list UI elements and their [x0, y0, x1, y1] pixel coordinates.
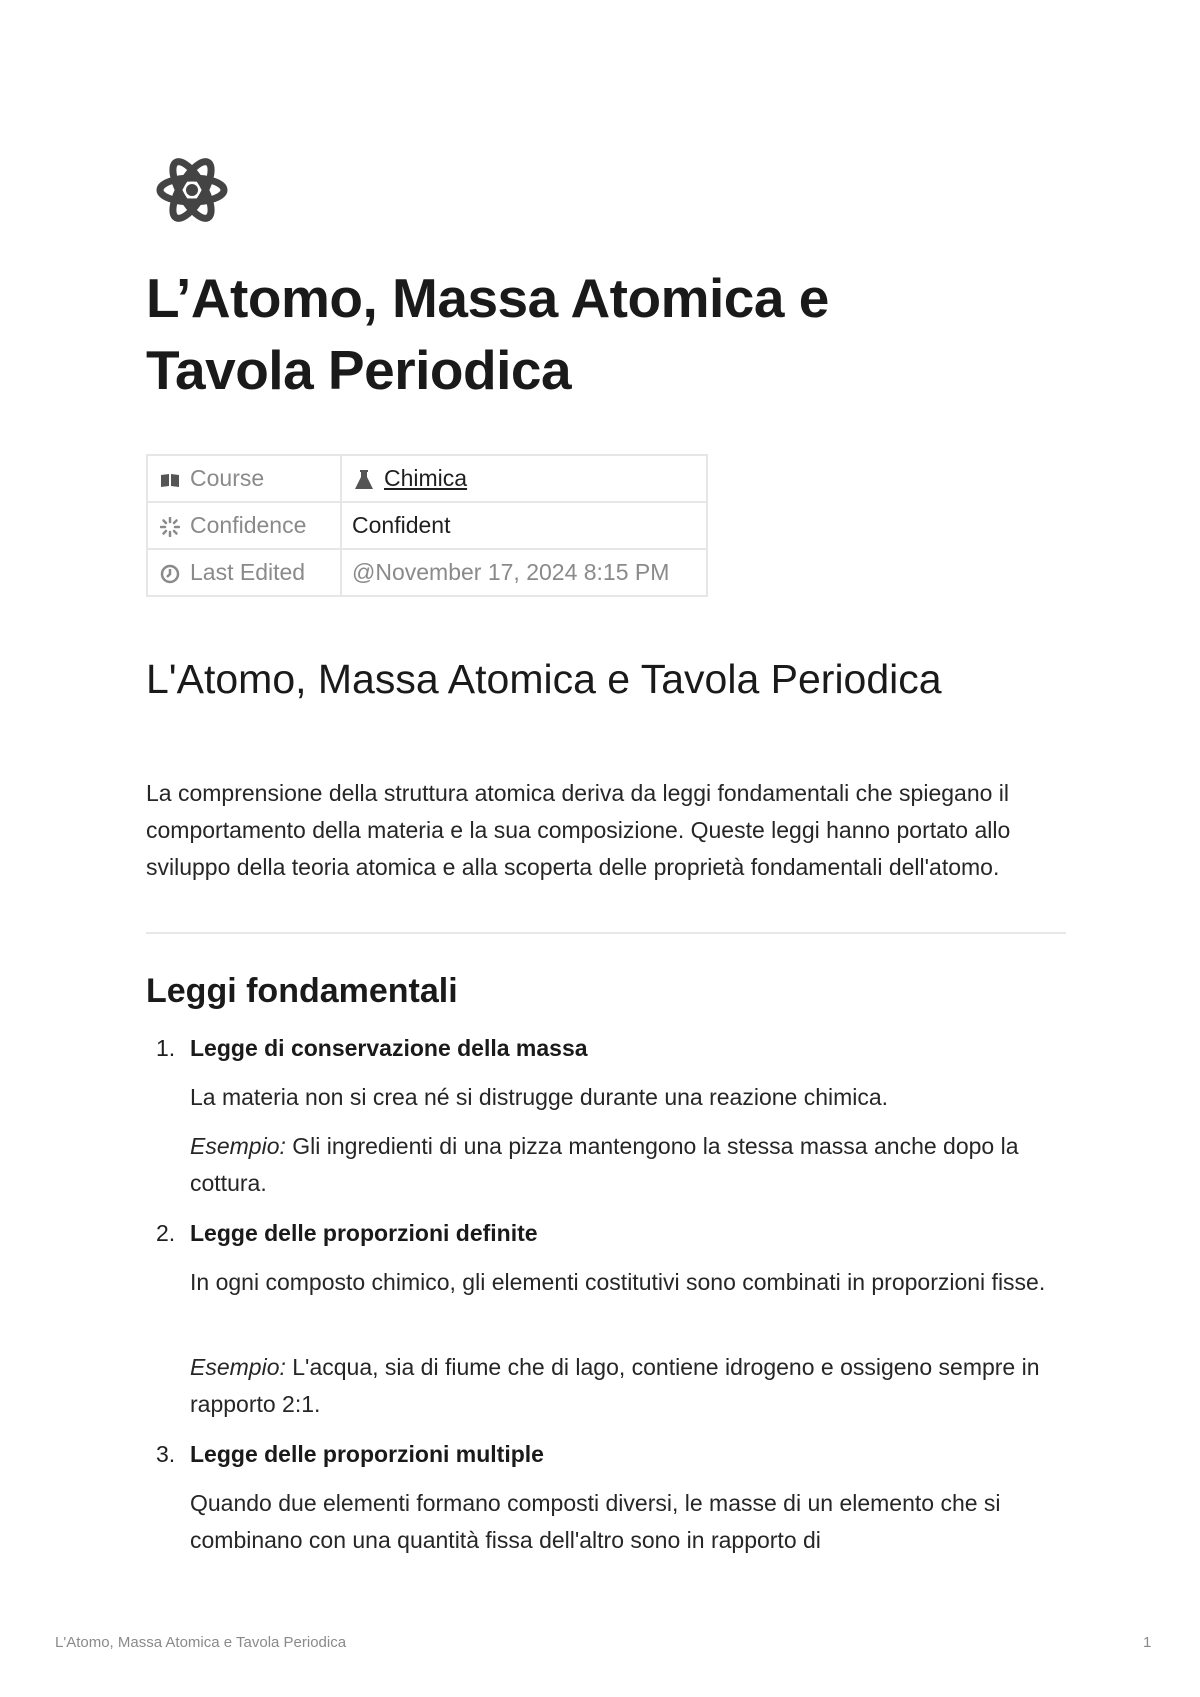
- footer-title: L'Atomo, Massa Atomica e Tavola Periodica: [55, 1634, 347, 1651]
- flask-icon: [352, 469, 376, 491]
- page-title: L’Atomo, Massa Atomica e Tavola Periodica: [146, 267, 829, 401]
- property-value[interactable]: [341, 455, 707, 502]
- property-key: [147, 502, 341, 549]
- section-heading-laws: Leggi fondamentali: [146, 972, 458, 1010]
- course-link[interactable]: Chimica: [384, 465, 468, 491]
- property-key: [147, 549, 341, 596]
- law-title: Legge delle proporzioni multiple: [190, 1441, 544, 1467]
- atom-icon: [154, 150, 230, 230]
- intro-paragraph: La comprensione della struttura atomica deriva da leggi fondamentali che spiegano il comportamento della materia e la sua composizione. Queste leggi hanno portato allo sviluppo della teoria atomica e alla scoperta delle proprietà fondamentali dell'atomo.: [146, 780, 1011, 880]
- example-text: L'acqua, sia di fiume che di lago, contiene idrogeno e ossigeno sempre in rapporto 2:1.: [190, 1354, 1040, 1417]
- property-value[interactable]: Confident: [341, 502, 707, 549]
- property-key-label: Confidence: [190, 512, 307, 538]
- law-description: La materia non si crea né si distrugge durante una reazione chimica.: [190, 1084, 889, 1110]
- list-number: 3.: [156, 1441, 176, 1467]
- property-key-label: Last Edited: [190, 559, 306, 585]
- page-number: 1: [1143, 1634, 1152, 1651]
- property-key-label: Course: [190, 465, 265, 491]
- example-label: Esempio:: [190, 1354, 286, 1380]
- list-number: 1.: [156, 1035, 176, 1061]
- divider: [146, 932, 1066, 934]
- law-title: Legge delle proporzioni definite: [190, 1220, 538, 1246]
- section-heading-main: L'Atomo, Massa Atomica e Tavola Periodica: [146, 656, 942, 702]
- law-description: Quando due elementi formano composti diversi, le masse di un elemento che si combinano con una quantità fissa dell'altro sono in rapporto di: [190, 1490, 1001, 1553]
- property-row-confidence: [147, 502, 707, 549]
- list-number: 2.: [156, 1220, 176, 1246]
- clock-icon: [158, 564, 182, 584]
- book-icon: [158, 472, 182, 488]
- properties-table: [146, 454, 708, 597]
- property-row-course: [147, 455, 707, 502]
- loading-icon: [158, 517, 182, 537]
- property-value[interactable]: @November 17, 2024 8:15 PM: [341, 549, 707, 596]
- example-label: Esempio:: [190, 1133, 286, 1159]
- property-key: [147, 455, 341, 502]
- law-description: In ogni composto chimico, gli elementi costitutivi sono combinati in proporzioni fisse.: [190, 1269, 1046, 1295]
- law-title: Legge di conservazione della massa: [190, 1035, 588, 1061]
- law-example: [190, 1128, 1070, 1202]
- example-text: Gli ingredienti di una pizza mantengono la stessa massa anche dopo la cottura.: [190, 1133, 1019, 1196]
- law-example: [190, 1349, 1070, 1423]
- property-row-last-edited: [147, 549, 707, 596]
